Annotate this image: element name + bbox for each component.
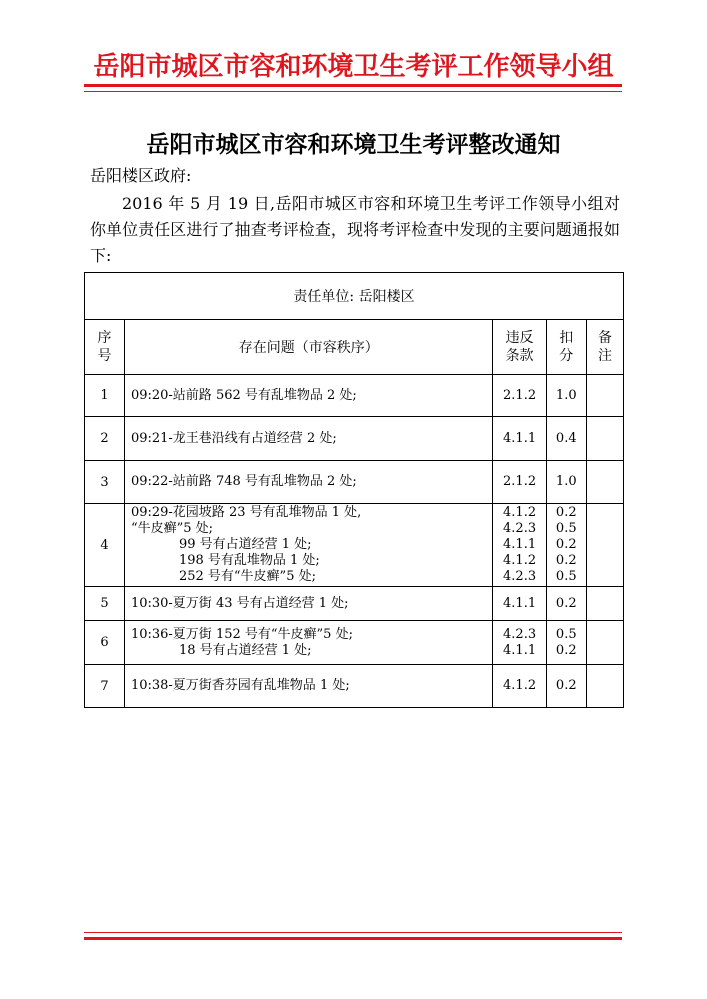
row-points xyxy=(546,621,586,665)
table-row xyxy=(85,587,624,621)
footer-rule-thin xyxy=(84,932,622,933)
header-note: 备 注 xyxy=(586,320,623,375)
table-row xyxy=(85,461,624,504)
issue-line: 18 号有占道经营 1 处; xyxy=(178,642,312,658)
issue-line: 252 号有“牛皮癣”5 处; xyxy=(178,569,316,584)
row-clause xyxy=(493,417,546,461)
points-value: 0.4 xyxy=(555,430,577,446)
points-value: 0.2 xyxy=(555,678,577,693)
row-clause xyxy=(493,665,546,708)
row-points xyxy=(546,461,586,504)
row-note xyxy=(586,461,623,504)
table-row xyxy=(85,504,624,587)
row-issue xyxy=(124,587,493,621)
clause-value: 2.1.2 xyxy=(503,387,537,403)
header-issue: 存在问题（市容秩序） xyxy=(124,320,493,375)
clause-value: 4.1.2 xyxy=(503,553,537,568)
row-number: 1 xyxy=(85,375,125,417)
points-value: 0.2 xyxy=(555,642,577,658)
points-value: 0.2 xyxy=(555,505,577,520)
clause-value: 4.2.3 xyxy=(503,626,537,642)
row-clause xyxy=(493,587,546,621)
row-points xyxy=(546,665,586,708)
row-number: 6 xyxy=(85,621,125,665)
table-row xyxy=(85,665,624,708)
row-points xyxy=(546,504,586,587)
points-value: 0.5 xyxy=(555,521,577,536)
issue-line: 09:29-花园坡路 23 号有乱堆物品 1 处, xyxy=(130,505,362,520)
header-rule-thick xyxy=(84,84,622,87)
row-note xyxy=(586,665,623,708)
clause-value: 4.1.2 xyxy=(503,678,537,693)
row-points xyxy=(546,375,586,417)
issue-line: 09:21-龙王巷沿线有占道经营 2 处; xyxy=(130,430,337,446)
row-number: 3 xyxy=(85,461,125,504)
row-number: 5 xyxy=(85,587,125,621)
table-row xyxy=(85,621,624,665)
row-note xyxy=(586,621,623,665)
points-value: 0.5 xyxy=(555,626,577,642)
org-header: 岳阳市城区市容和环境卫生考评工作领导小组 xyxy=(93,52,614,82)
clause-value: 2.1.2 xyxy=(503,474,537,489)
clause-value: 4.1.1 xyxy=(503,537,537,552)
header-clause: 违反 条款 xyxy=(493,320,546,375)
points-value: 0.2 xyxy=(555,537,577,552)
row-issue xyxy=(124,665,493,708)
points-value: 1.0 xyxy=(555,474,577,489)
points-value: 0.2 xyxy=(555,553,577,568)
row-clause xyxy=(493,621,546,665)
header-no: 序 号 xyxy=(85,320,125,375)
issue-line: “牛皮癣”5 处; xyxy=(130,521,214,536)
header-rule-thin xyxy=(84,91,622,92)
table-row xyxy=(85,417,624,461)
footer-rule-thick xyxy=(84,937,622,940)
issue-line: 198 号有乱堆物品 1 处; xyxy=(178,553,320,568)
issue-line: 09:20-站前路 562 号有乱堆物品 2 处; xyxy=(130,387,357,403)
points-value: 1.0 xyxy=(555,387,577,403)
row-clause xyxy=(493,504,546,587)
points-value: 0.2 xyxy=(555,595,577,611)
table-row xyxy=(85,375,624,417)
row-note xyxy=(586,375,623,417)
page-title: 岳阳市城区市容和环境卫生考评整改通知 xyxy=(146,131,561,158)
issue-line: 09:22-站前路 748 号有乱堆物品 2 处; xyxy=(130,474,357,489)
row-note xyxy=(586,504,623,587)
row-points xyxy=(546,587,586,621)
row-clause xyxy=(493,375,546,417)
issue-line: 10:30-夏万街 43 号有占道经营 1 处; xyxy=(130,595,349,611)
clause-value: 4.1.2 xyxy=(503,505,537,520)
header-points: 扣 分 xyxy=(546,320,586,375)
row-number: 7 xyxy=(85,665,125,708)
issue-line: 99 号有占道经营 1 处; xyxy=(178,537,312,552)
row-points xyxy=(546,417,586,461)
clause-value: 4.2.3 xyxy=(503,521,537,536)
table-header-row xyxy=(85,320,624,375)
row-issue xyxy=(124,621,493,665)
row-number: 2 xyxy=(85,417,125,461)
row-note xyxy=(586,587,623,621)
issue-line: 10:38-夏万街香芬园有乱堆物品 1 处; xyxy=(130,678,350,693)
row-note xyxy=(586,417,623,461)
body-paragraph: 2016 年 5 月 19 日,岳阳市城区市容和环境卫生考评工作领导小组对你单位责任区进行了抽查考评检查，现将考评检查中发现的主要问题通报如下: xyxy=(90,194,620,265)
row-issue xyxy=(124,375,493,417)
issues-table xyxy=(84,272,624,708)
issue-line: 10:36-夏万街 152 号有“牛皮癣”5 处; xyxy=(130,626,353,642)
clause-value: 4.1.1 xyxy=(503,642,537,658)
points-value: 0.5 xyxy=(555,569,577,584)
clause-value: 4.1.1 xyxy=(503,595,537,611)
row-clause xyxy=(493,461,546,504)
row-issue xyxy=(124,504,493,587)
clause-value: 4.1.1 xyxy=(503,430,537,446)
row-issue xyxy=(124,417,493,461)
responsible-unit: 责任单位: 岳阳楼区 xyxy=(85,273,624,320)
row-number: 4 xyxy=(85,504,125,587)
clause-value: 4.2.3 xyxy=(503,569,537,584)
row-issue xyxy=(124,461,493,504)
recipient: 岳阳楼区政府: xyxy=(90,166,192,185)
